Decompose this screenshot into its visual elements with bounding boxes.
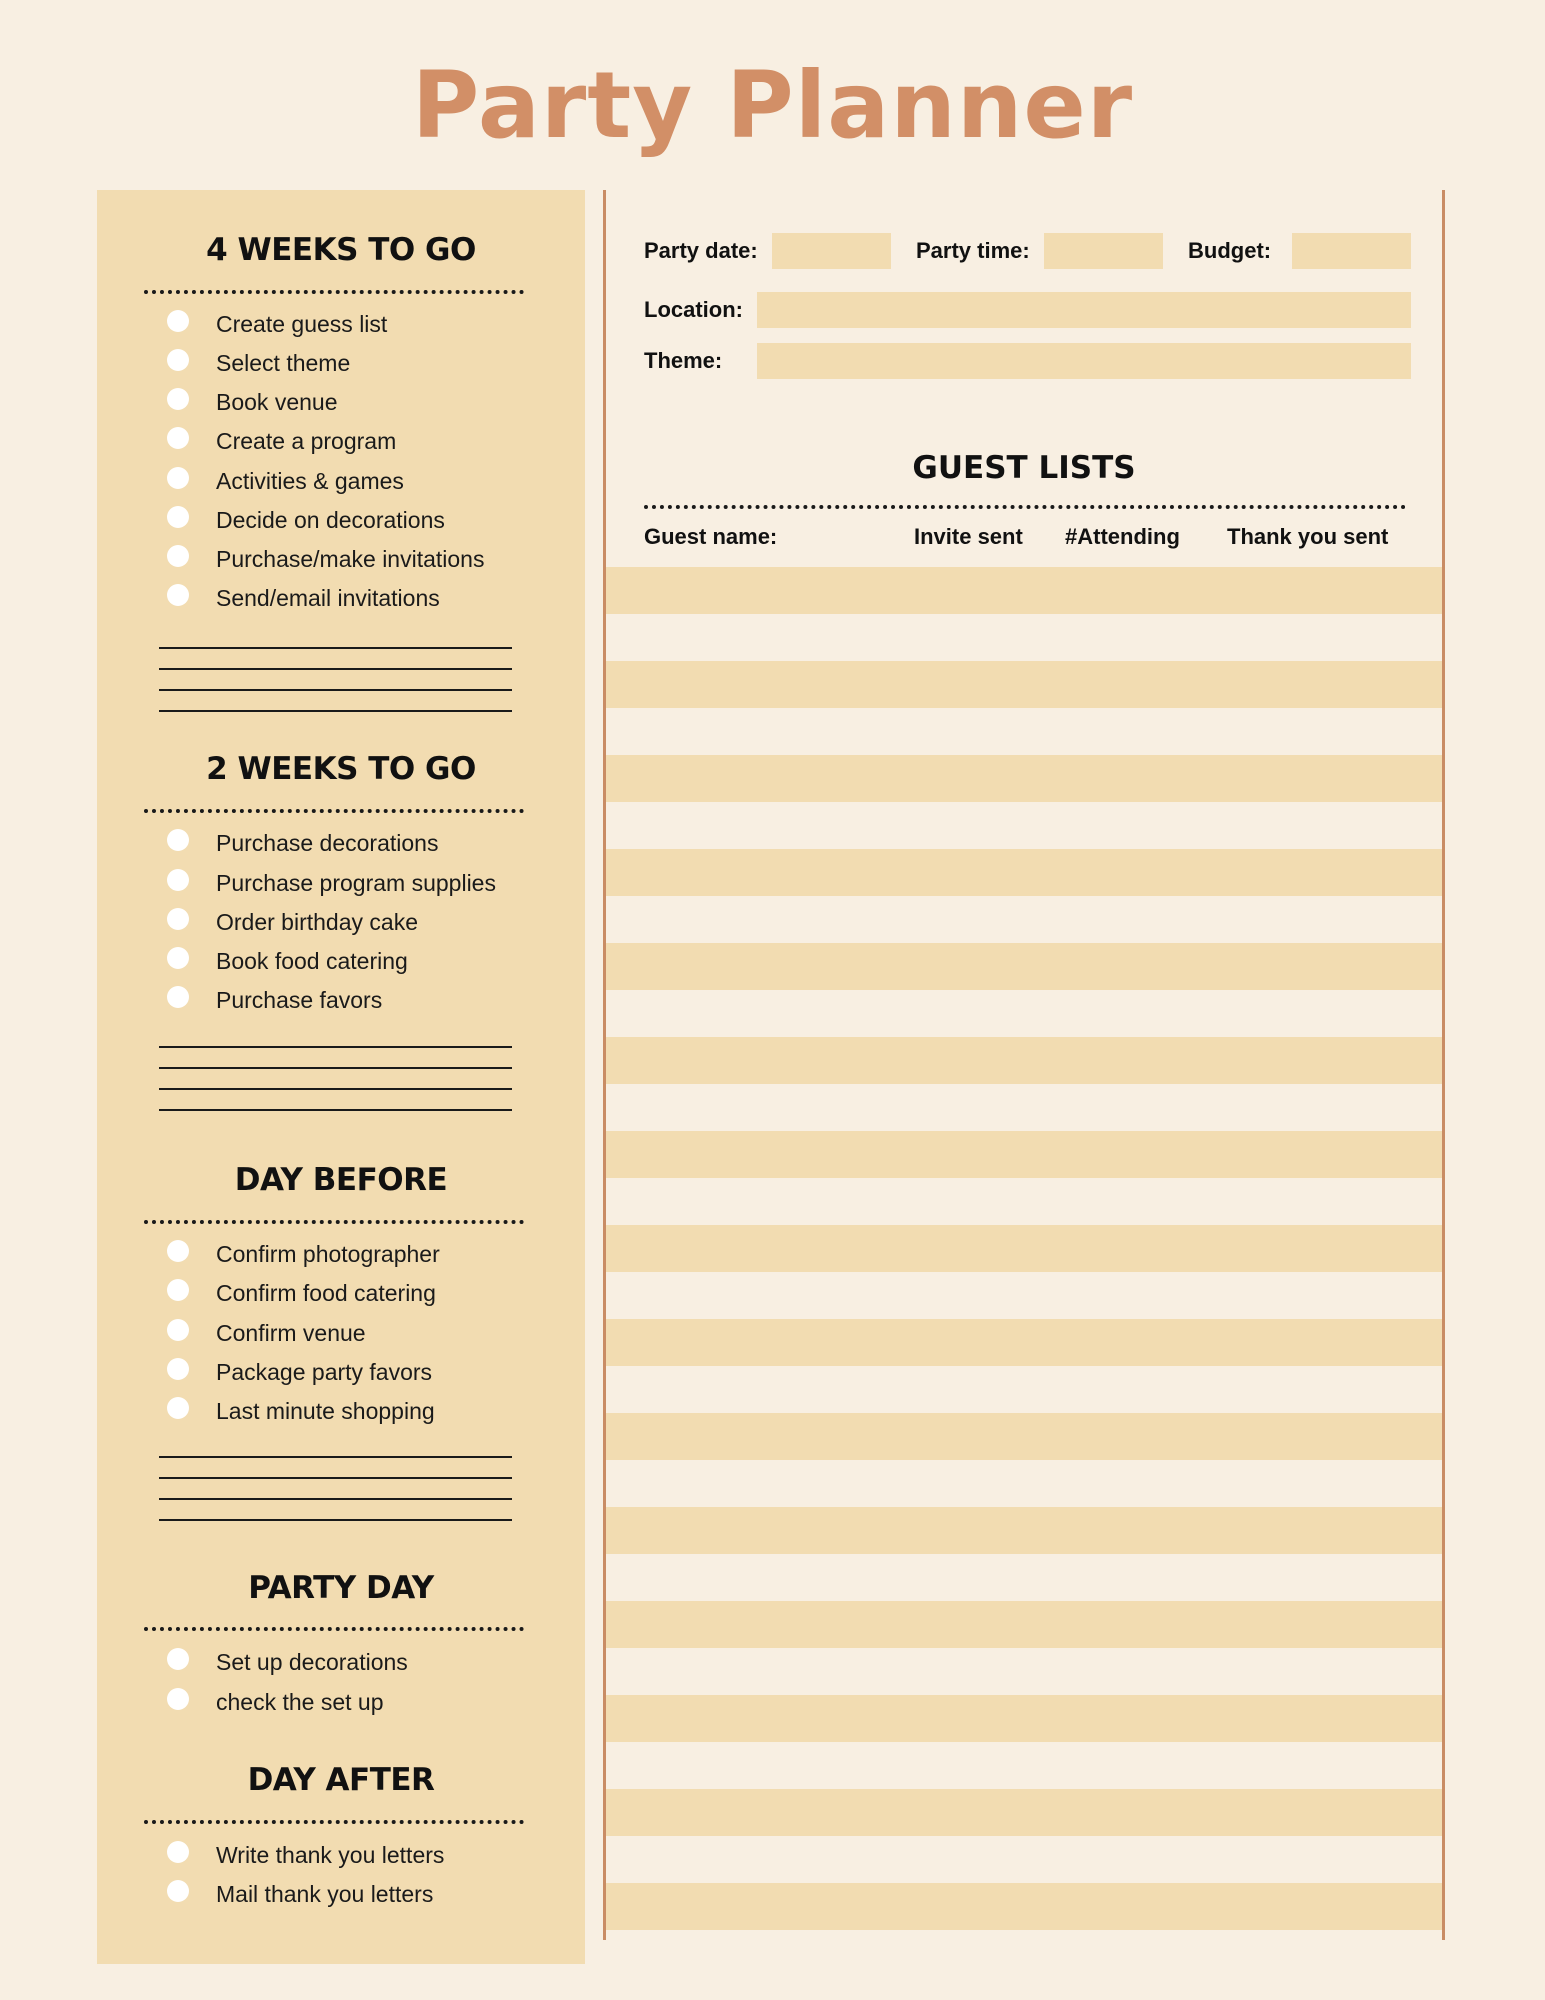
task-item[interactable]: check the set up bbox=[167, 1686, 384, 1718]
task-item[interactable]: Create guess list bbox=[167, 308, 387, 340]
theme-field[interactable] bbox=[757, 343, 1411, 379]
checkbox-circle-icon[interactable] bbox=[167, 467, 189, 489]
section-divider bbox=[144, 1627, 524, 1631]
checkbox-circle-icon[interactable] bbox=[167, 869, 189, 891]
checkbox-circle-icon[interactable] bbox=[167, 584, 189, 606]
section-heading-day-before: DAY BEFORE bbox=[234, 1162, 448, 1198]
task-item[interactable]: Confirm photographer bbox=[167, 1238, 440, 1270]
checkbox-circle-icon[interactable] bbox=[167, 1648, 189, 1670]
frame-border-right bbox=[1442, 190, 1445, 1940]
task-item[interactable]: Purchase favors bbox=[167, 984, 382, 1016]
checkbox-circle-icon[interactable] bbox=[167, 908, 189, 930]
section-divider bbox=[144, 809, 524, 813]
section-divider bbox=[144, 1220, 524, 1224]
checkbox-circle-icon[interactable] bbox=[167, 1688, 189, 1710]
task-item[interactable]: Decide on decorations bbox=[167, 504, 445, 536]
party-time-field[interactable] bbox=[1044, 233, 1163, 269]
checkbox-circle-icon[interactable] bbox=[167, 1841, 189, 1863]
column-header-attending: #Attending bbox=[1065, 524, 1180, 549]
section-divider bbox=[144, 1820, 524, 1824]
guest-list-divider bbox=[644, 505, 1406, 509]
task-item[interactable]: Confirm food catering bbox=[167, 1277, 436, 1309]
checkbox-circle-icon[interactable] bbox=[167, 1397, 189, 1419]
notes-lines[interactable] bbox=[159, 1046, 512, 1130]
task-item[interactable]: Create a program bbox=[167, 425, 396, 457]
guest-row[interactable] bbox=[606, 849, 1442, 896]
checkbox-circle-icon[interactable] bbox=[167, 986, 189, 1008]
party-date-field[interactable] bbox=[772, 233, 891, 269]
guest-list-heading: GUEST LISTS bbox=[912, 450, 1136, 486]
section-heading-party-day: PARTY DAY bbox=[248, 1570, 434, 1606]
task-item[interactable]: Confirm venue bbox=[167, 1317, 366, 1349]
column-header-thank-you-sent: Thank you sent bbox=[1227, 524, 1389, 549]
guest-row[interactable] bbox=[606, 567, 1442, 614]
task-item[interactable]: Order birthday cake bbox=[167, 906, 418, 938]
budget-field[interactable] bbox=[1292, 233, 1411, 269]
guest-row[interactable] bbox=[606, 943, 1442, 990]
budget-label: Budget: bbox=[1188, 238, 1272, 263]
checkbox-circle-icon[interactable] bbox=[167, 545, 189, 567]
guest-row[interactable] bbox=[606, 1507, 1442, 1554]
section-heading-day-after: DAY AFTER bbox=[247, 1762, 435, 1798]
task-item[interactable]: Write thank you letters bbox=[167, 1839, 444, 1871]
checkbox-circle-icon[interactable] bbox=[167, 388, 189, 410]
task-item[interactable]: Book venue bbox=[167, 386, 337, 418]
checkbox-circle-icon[interactable] bbox=[167, 506, 189, 528]
column-header-invite-sent: Invite sent bbox=[914, 524, 1023, 549]
guest-row[interactable] bbox=[606, 1601, 1442, 1648]
notes-lines[interactable] bbox=[159, 1456, 512, 1540]
location-label: Location: bbox=[644, 297, 743, 322]
checkbox-circle-icon[interactable] bbox=[167, 947, 189, 969]
task-item[interactable]: Package party favors bbox=[167, 1356, 432, 1388]
guest-row[interactable] bbox=[606, 1695, 1442, 1742]
task-item[interactable]: Set up decorations bbox=[167, 1646, 408, 1678]
checkbox-circle-icon[interactable] bbox=[167, 1240, 189, 1262]
guest-row[interactable] bbox=[606, 755, 1442, 802]
task-item[interactable]: Purchase program supplies bbox=[167, 867, 496, 899]
section-divider bbox=[144, 290, 524, 294]
task-item[interactable]: Book food catering bbox=[167, 945, 408, 977]
guest-row[interactable] bbox=[606, 661, 1442, 708]
checkbox-circle-icon[interactable] bbox=[167, 1880, 189, 1902]
task-item[interactable]: Activities & games bbox=[167, 465, 404, 497]
checkbox-circle-icon[interactable] bbox=[167, 427, 189, 449]
guest-row[interactable] bbox=[606, 1883, 1442, 1930]
guest-row[interactable] bbox=[606, 1131, 1442, 1178]
column-header-guest-name: Guest name: bbox=[644, 524, 778, 549]
checkbox-circle-icon[interactable] bbox=[167, 1319, 189, 1341]
party-time-label: Party time: bbox=[916, 238, 1030, 263]
section-heading-4-weeks: 4 WEEKS TO GO bbox=[206, 232, 476, 268]
guest-row[interactable] bbox=[606, 1225, 1442, 1272]
task-item[interactable]: Send/email invitations bbox=[167, 582, 440, 614]
party-date-label: Party date: bbox=[644, 238, 758, 263]
notes-lines[interactable] bbox=[159, 647, 512, 731]
guest-row[interactable] bbox=[606, 1413, 1442, 1460]
guest-row[interactable] bbox=[606, 1319, 1442, 1366]
checkbox-circle-icon[interactable] bbox=[167, 829, 189, 851]
checkbox-circle-icon[interactable] bbox=[167, 1358, 189, 1380]
checklist-panel bbox=[97, 190, 585, 1964]
task-item[interactable]: Mail thank you letters bbox=[167, 1878, 433, 1910]
guest-row[interactable] bbox=[606, 1037, 1442, 1084]
location-field[interactable] bbox=[757, 292, 1411, 328]
checkbox-circle-icon[interactable] bbox=[167, 1279, 189, 1301]
checkbox-circle-icon[interactable] bbox=[167, 310, 189, 332]
guest-list-rows bbox=[606, 567, 1442, 1977]
task-item[interactable]: Purchase/make invitations bbox=[167, 543, 484, 575]
task-item[interactable]: Select theme bbox=[167, 347, 350, 379]
checkbox-circle-icon[interactable] bbox=[167, 349, 189, 371]
theme-label: Theme: bbox=[644, 348, 723, 373]
section-heading-2-weeks: 2 WEEKS TO GO bbox=[206, 751, 476, 787]
page-title: Party Planner bbox=[411, 52, 1134, 159]
guest-row[interactable] bbox=[606, 1789, 1442, 1836]
task-item[interactable]: Last minute shopping bbox=[167, 1395, 435, 1427]
task-item[interactable]: Purchase decorations bbox=[167, 827, 438, 859]
